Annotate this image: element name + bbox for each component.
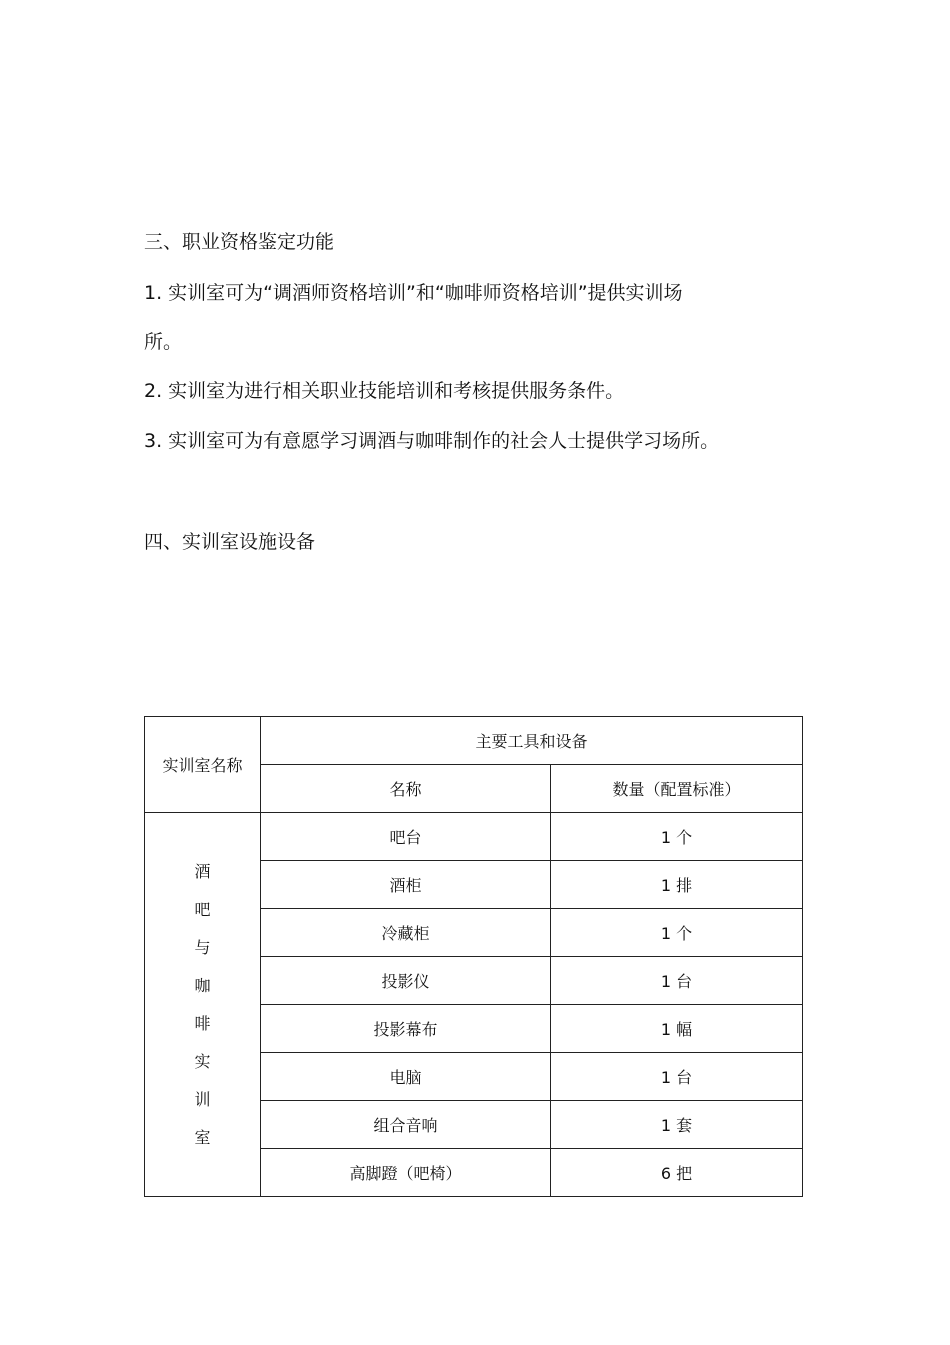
section3-item2: 2. 实训室为进行相关职业技能培训和考核提供服务条件。 [144, 380, 625, 402]
equipment-quantity: 6 把 [551, 1149, 803, 1197]
equipment-name: 投影幕布 [261, 1005, 551, 1053]
header-room-name: 实训室名称 [145, 717, 261, 813]
equipment-quantity: 1 幅 [551, 1005, 803, 1053]
equipment-quantity: 1 台 [551, 1053, 803, 1101]
equipment-name: 酒柜 [261, 861, 551, 909]
equipment-quantity: 1 套 [551, 1101, 803, 1149]
section3-heading: 三、职业资格鉴定功能 [144, 231, 335, 253]
room-name-char: 咖 [194, 975, 211, 995]
section4-heading: 四、实训室设施设备 [144, 531, 316, 553]
header-name: 名称 [261, 765, 551, 813]
room-name-char: 室 [194, 1127, 211, 1147]
equipment-quantity: 1 个 [551, 909, 803, 957]
equipment-quantity: 1 个 [551, 813, 803, 861]
section3-item1-line2: 所。 [144, 331, 183, 353]
room-name-char: 与 [194, 937, 211, 957]
equipment-name: 组合音响 [261, 1101, 551, 1149]
equipment-quantity: 1 台 [551, 957, 803, 1005]
section3-item3: 3. 实训室可为有意愿学习调酒与咖啡制作的社会人士提供学习场所。 [144, 430, 720, 452]
room-name-char: 吧 [194, 899, 211, 919]
equipment-quantity: 1 排 [551, 861, 803, 909]
room-name-char: 训 [194, 1089, 211, 1109]
room-name-char: 啡 [194, 1013, 211, 1033]
room-name-char: 酒 [194, 861, 211, 881]
equipment-name: 电脑 [261, 1053, 551, 1101]
table-row [145, 813, 803, 861]
room-name-cell [145, 813, 261, 1197]
equipment-table [144, 716, 803, 1197]
header-main-equipment: 主要工具和设备 [261, 717, 803, 765]
equipment-name: 吧台 [261, 813, 551, 861]
section3-item1-line1: 1. 实训室可为“调酒师资格培训”和“咖啡师资格培训”提供实训场 [144, 282, 683, 304]
equipment-name: 冷藏柜 [261, 909, 551, 957]
equipment-name: 高脚蹬（吧椅） [261, 1149, 551, 1197]
room-name-char: 实 [194, 1051, 211, 1071]
equipment-name: 投影仪 [261, 957, 551, 1005]
table-header-row [145, 717, 803, 765]
header-quantity: 数量（配置标准） [551, 765, 803, 813]
room-name-vertical [145, 853, 260, 1157]
